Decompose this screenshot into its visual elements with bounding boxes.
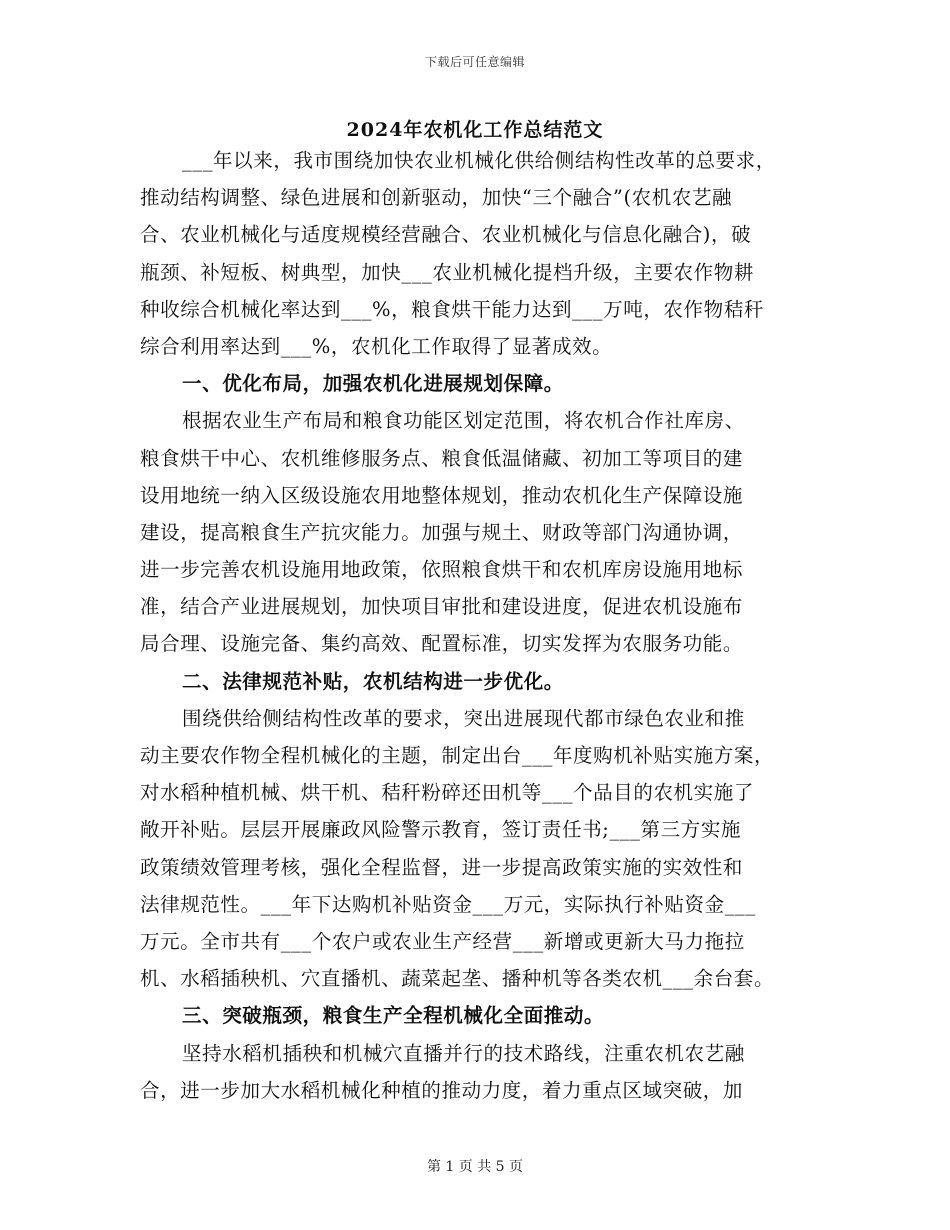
paragraph-line: 坚持水稻机插秧和机械穴直播并行的技术路线，注重农机农艺融 — [182, 1041, 745, 1065]
paragraph-line: 机、水稻插秧机、穴直播机、蔬菜起垄、播种机等各类农机___余台套。 — [140, 967, 775, 991]
paragraph-line: 推动结构调整、绿色进展和创新驱动，加快“三个融合”(农机农艺融 — [140, 186, 733, 210]
paragraph-line: 法律规范性。___年下达购机补贴资金___万元，实际执行补贴资金___ — [140, 892, 756, 916]
paragraph-line: 综合利用率达到___%，农机化工作取得了显著成效。 — [140, 334, 613, 358]
paragraph-line: 万元。全市共有___个农户或农业生产经营___新增或更新大马力拖拉 — [140, 929, 745, 953]
page-header: 下载后可任意编辑 — [424, 55, 525, 69]
paragraph-line: 合、农业机械化与适度规模经营融合、农业机械化与信息化融合)，破 — [140, 223, 752, 247]
paragraph-line: ___年以来，我市围绕加快农业机械化供给侧结构性改革的总要求， — [182, 149, 776, 172]
paragraph-line: 围绕供给侧结构性改革的要求，突出进展现代都市绿色农业和推 — [182, 706, 745, 730]
section-heading: 一、优化布局，加强农机化进展规划保障。 — [182, 372, 564, 396]
paragraph-line: 政策绩效管理考核，强化全程监督，进一步提高政策实施的实效性和 — [140, 855, 744, 879]
paragraph-line: 根据农业生产布局和粮食功能区划定范围，将农机合作社库房、 — [182, 409, 745, 433]
paragraph-line: 合，进一步加大水稻机械化种植的推动力度，着力重点区域突破，加 — [140, 1078, 744, 1102]
paragraph-line: 局合理、设施完备、集约高效、配置标准，切实发挥为农服务功能。 — [140, 632, 744, 656]
page-footer: 第 1 页 共 5 页 — [426, 1159, 524, 1175]
document-body — [140, 142, 812, 1109]
paragraph-line: 瓶颈、补短板、树典型，加快___农业机械化提档升级，主要农作物耕 — [140, 260, 754, 284]
section-heading: 二、法律规范补贴，农机结构进一步优化。 — [182, 669, 564, 693]
paragraph-line: 对水稻种植机械、烘干机、秸秆粉碎还田机等___个品目的农机实施了 — [140, 781, 754, 805]
paragraph-line: 建设，提高粮食生产抗灾能力。加强与规土、财政等部门沟通协调， — [140, 520, 744, 544]
paragraph-line: 敞开补贴。层层开展廉政风险警示教育，签订责任书;___第三方实施 — [140, 818, 742, 842]
paragraph-line: 准，结合产业进展规划，加快项目审批和建设进度，促进农机设施布 — [140, 595, 744, 619]
document-title: 2024年农机化工作总结范文 — [346, 119, 604, 141]
paragraph-line: 动主要农作物全程机械化的主题，制定出台___年度购机补贴实施方案， — [140, 744, 775, 767]
paragraph-line: 种收综合机械化率达到___%，粮食烘干能力达到___万吨，农作物秸秆 — [140, 297, 764, 321]
paragraph-line: 设用地统一纳入区级设施农用地整体规划，推动农机化生产保障设施 — [140, 483, 744, 507]
paragraph-line: 进一步完善农机设施用地政策，依照粮食烘干和农机库房设施用地标 — [140, 558, 744, 582]
section-heading: 三、突破瓶颈，粮食生产全程机械化全面推动。 — [182, 1004, 605, 1028]
paragraph-line: 粮食烘干中心、农机维修服务点、粮食低温储藏、初加工等项目的建 — [140, 446, 744, 470]
